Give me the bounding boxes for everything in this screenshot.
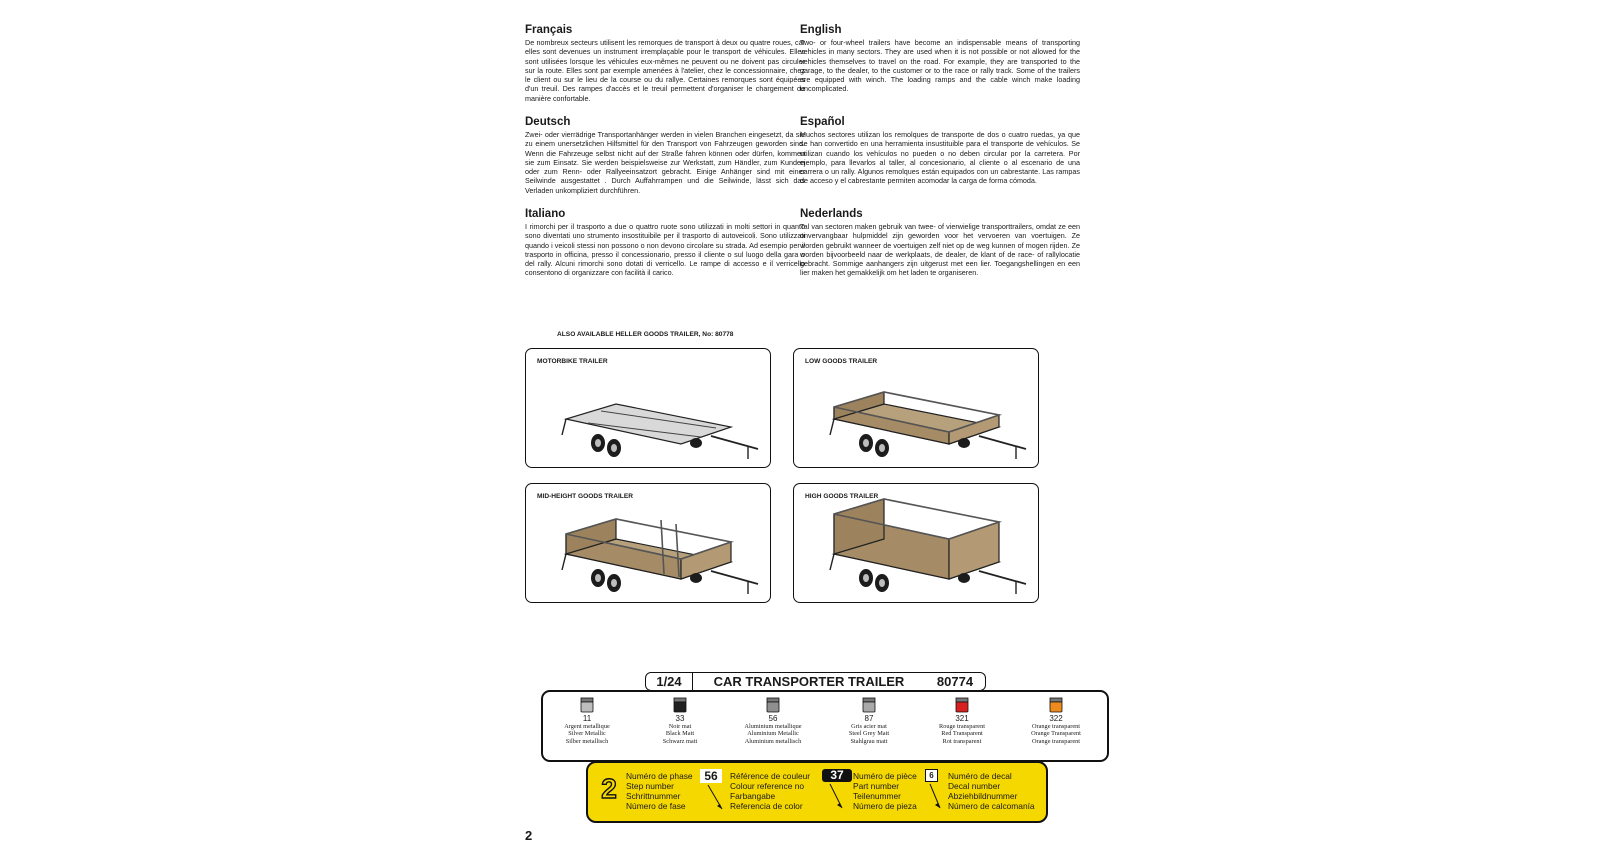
paint-chart — [541, 690, 1109, 762]
paint-number: 87 — [864, 714, 874, 723]
trailer-panel-label: LOW GOODS TRAILER — [805, 358, 878, 365]
trailer-wheel-hub — [863, 574, 869, 582]
paint-name-de: Aluminium metallisch — [744, 737, 802, 745]
paint-jar-icon — [955, 697, 969, 713]
lang-title-it: Italiano — [525, 208, 566, 220]
trailer-drawbar — [979, 436, 1026, 449]
lang-text-en: Two- or four-wheel trailers have become an indispensable means of transporting vehicles in many sectors. They are used when it is not possible or not allowed for the vehicles themselves to travel on the road. For example, they are transported to the garage, to the dealer, to the customer or to the race or rally track. Some of the trailers are equipped with winch. The loading ramps and the cable winch make loading uncomplicated. — [800, 38, 1080, 94]
motorbike-trailer-illustration — [526, 349, 770, 467]
lang-title-es: Español — [800, 116, 845, 128]
legend-part-en: Part number — [853, 781, 900, 791]
lang-block-nl — [800, 208, 1080, 278]
lang-title-en: English — [800, 24, 842, 36]
paint-item — [544, 697, 630, 745]
paint-name-en: Black Matt — [665, 730, 695, 738]
legend-step — [626, 771, 693, 811]
trailer-wheel-hub — [879, 579, 885, 587]
trailer-drawbar — [711, 571, 758, 584]
lang-title-nl: Nederlands — [800, 208, 863, 220]
decal-number-symbol: 6 — [925, 769, 938, 782]
legend-step-en: Step number — [626, 781, 674, 791]
spare-wheel — [958, 438, 970, 448]
legend-decal-fr: Numéro de decal — [948, 771, 1012, 781]
lang-text-nl: Tal van sectoren maken gebruik van twee- of vierwielige transporttrailers, omdat ze een onvervangbaar hulpmiddel zijn geworden voor het vervoeren van voertuigen. Ze worden gebruikt wanneer de voertuigen zelf niet op de weg kunnen of mogen rijden. Ze worden bijvoorbeeld naar de werkplaats, de dealer, de klant of de race- of rallylocatie gebracht. Sommige aanhangers zijn uitgerust met een lier. Toegangshellingen en een lier maken het gemakkelijk om het laden te organiseren. — [800, 222, 1080, 278]
paint-jar-icon — [862, 697, 876, 713]
trailer-panel-mid — [525, 483, 771, 603]
lang-block-fr — [525, 24, 805, 103]
step-number-symbol: 2 — [601, 773, 617, 804]
kit-reference: 80774 — [936, 674, 974, 689]
trailer-rear-stand — [562, 554, 566, 570]
paint-item — [1013, 697, 1099, 745]
paint-name-fr: Argent metallique — [564, 723, 610, 730]
paint-number: 321 — [955, 714, 969, 723]
trailer-rear-stand — [830, 419, 834, 435]
paint-name-de: Orange transparent — [1031, 737, 1081, 745]
lang-text-de: Zwei- oder vierrädrige Transportanhänger werden in vielen Branchen eingesetzt, da sie zu einem unersetzlichen Hilfsmittel für den Transport von Fahrzeugen geworden sind. Wenn die Fahrzeuge selbst nicht auf der Straße fahren können oder dürfen, kommen sie zum Einsatz. Sie werden beispielsweise zur Werkstatt, zum Händler, zum Kunden oder zum Renn- oder Rallyeeinsatzort gebracht. Einige Anhänger sind mit einer Seilwinde ausgestattet . Durch Auffahrrampen und die Seilwinde, lässt sich das Verladen unkompliziert durchführen. — [525, 130, 805, 195]
paint-name-en: Steel Grey Matt — [848, 730, 890, 738]
trailer-wheel-hub — [595, 574, 601, 582]
mid-height-goods-trailer-illustration — [526, 484, 770, 602]
paint-jar-icon — [766, 697, 780, 713]
paint-name-en: Red Transparent — [941, 730, 983, 738]
paint-name-fr: Rouge transparent — [939, 723, 985, 730]
also-available-note: ALSO AVAILABLE HELLER GOODS TRAILER, No: 80778 — [557, 331, 734, 338]
trailer-panel-motorbike — [525, 348, 771, 468]
paint-name-fr: Noir mat — [668, 723, 692, 730]
paint-item — [826, 697, 912, 745]
paint-name-en: Silver Metallic — [568, 730, 606, 738]
part-number-symbol: 37 — [822, 769, 852, 782]
legend-step-de: Schrittnummer — [626, 791, 681, 801]
kit-name: CAR TRANSPORTER TRAILER — [713, 674, 905, 689]
instruction-page — [525, 18, 1105, 850]
lang-block-es — [800, 116, 1080, 186]
trailer-panel-label: MOTORBIKE TRAILER — [537, 358, 608, 365]
trailer-panel-high — [793, 483, 1039, 603]
trailer-panel-low — [793, 348, 1039, 468]
trailer-wheel-hub — [611, 444, 617, 452]
paint-number: 322 — [1049, 714, 1063, 723]
paint-name-en: Aluminium Metallic — [747, 730, 799, 738]
spare-wheel — [690, 573, 702, 583]
paint-jar-icon — [673, 697, 687, 713]
paint-name-fr: Gris acier mat — [851, 723, 887, 730]
legend-part-fr: Numéro de pièce — [853, 771, 917, 781]
symbol-legend — [586, 761, 1048, 823]
trailer-rear-stand — [830, 554, 834, 570]
trailer-panel-label: HIGH GOODS TRAILER — [805, 493, 879, 500]
lang-block-de — [525, 116, 805, 195]
paint-name-de: Rot transparent — [942, 737, 982, 745]
legend-decal-de: Abziehbildnummer — [948, 791, 1018, 801]
legend-colour-de: Farbangabe — [730, 791, 776, 801]
trailer-front-panel — [681, 542, 731, 579]
lang-title-de: Deutsch — [525, 116, 571, 128]
legend-part — [853, 771, 917, 811]
lang-block-en — [800, 24, 1080, 94]
trailer-bed — [566, 404, 731, 444]
paint-name-de: Silber metallisch — [565, 737, 609, 745]
lang-text-fr: De nombreux secteurs utilisent les remorques de transport à deux ou quatre roues, car elles sont devenues un instrument irremplaçable pour le transport de véhicules. Elles sont utilisées lorsque les véhicules eux-mêmes ne peuvent ou ne doivent pas circuler sur la route. Elles sont par exemple amenées à l'atelier, chez le concessionnaire, chez le client ou sur le lieu de la course ou du rallye. Certaines remorques sont équipées d'un treuil. Des rampes d'accès et le treuil permettent d'organiser le chargement de manière confortable. — [525, 38, 805, 103]
paint-name-de: Schwarz matt — [662, 737, 698, 745]
lang-text-it: I rimorchi per il trasporto a due o quattro ruote sono utilizzati in molti settori in quanto sono diventati uno strumento insostituibile per il trasporto di autoveicoli. Sono utilizzati quando i veicoli stessi non possono o non devono circolare su strada. Ad esempio per il trasporto in officina, presso il concessionario, presso il cliente o sul luogo della gara o del rally. Alcuni rimorchi sono dotati di verricello. Le rampe di accesso e il verricello consentono di organizzare con facilità il carico. — [525, 222, 805, 278]
low-goods-trailer-illustration — [794, 349, 1038, 467]
legend-colour-es: Referencia de color — [730, 801, 803, 811]
paint-number: 33 — [675, 714, 685, 723]
paint-jar-icon — [580, 697, 594, 713]
spare-wheel — [690, 438, 702, 448]
legend-step-es: Número de fase — [626, 801, 686, 811]
paint-name-en: Orange Transparent — [1031, 730, 1081, 738]
legend-colour-en: Colour reference no — [730, 781, 805, 791]
lang-block-it — [525, 208, 805, 278]
trailer-drawbar — [711, 436, 758, 449]
legend-part-es: Número de pieza — [853, 801, 917, 811]
page-number: 2 — [525, 828, 533, 843]
kit-title-bar — [645, 672, 986, 691]
colour-ref-symbol: 56 — [700, 769, 722, 783]
legend-decal-es: Número de calcomanía — [948, 801, 1035, 811]
paint-name-fr: Orange transparent — [1031, 723, 1081, 730]
legend-colour — [730, 771, 810, 811]
paint-item — [919, 697, 1005, 745]
paint-jar-icon — [1049, 697, 1063, 713]
trailer-drawbar — [979, 571, 1026, 584]
high-goods-trailer-illustration — [794, 484, 1038, 602]
trailer-wheel-hub — [863, 439, 869, 447]
legend-step-fr: Numéro de phase — [626, 771, 693, 781]
legend-decal — [948, 771, 1035, 811]
paint-item — [730, 697, 816, 745]
spare-wheel — [958, 573, 970, 583]
step-number-icon — [596, 771, 622, 805]
paint-name-fr: Aluminium metallique — [744, 723, 802, 730]
legend-part-de: Teilenummer — [853, 791, 901, 801]
trailer-wheel-hub — [611, 579, 617, 587]
paint-number: 11 — [582, 714, 592, 723]
legend-decal-en: Decal number — [948, 781, 1001, 791]
paint-item — [637, 697, 723, 745]
trailer-panel-label: MID-HEIGHT GOODS TRAILER — [537, 493, 633, 500]
trailer-wheel-hub — [879, 444, 885, 452]
lang-title-fr: Français — [525, 24, 573, 36]
legend-colour-fr: Référence de couleur — [730, 771, 811, 781]
paint-number: 56 — [768, 714, 778, 723]
paint-name-de: Stahlgrau matt — [850, 737, 888, 745]
kit-scale: 1/24 — [646, 673, 693, 690]
trailer-rear-stand — [562, 419, 566, 435]
trailer-wheel-hub — [595, 439, 601, 447]
lang-text-es: Muchos sectores utilizan los remolques de transporte de dos o cuatro ruedas, ya que se han convertido en una herramienta insustituible para el transporte de vehículos. Se utilizan cuando los vehículos no pueden o no deben circular por la carretera. Por ejemplo, para llevarlos al taller, al concesionario, al cliente o al escenario de una carrera o un rally. Algunos remolques están equipados con un cabrestante. Las rampas de acceso y el cabrestante permiten acomodar la carga de forma cómoda. — [800, 130, 1080, 186]
